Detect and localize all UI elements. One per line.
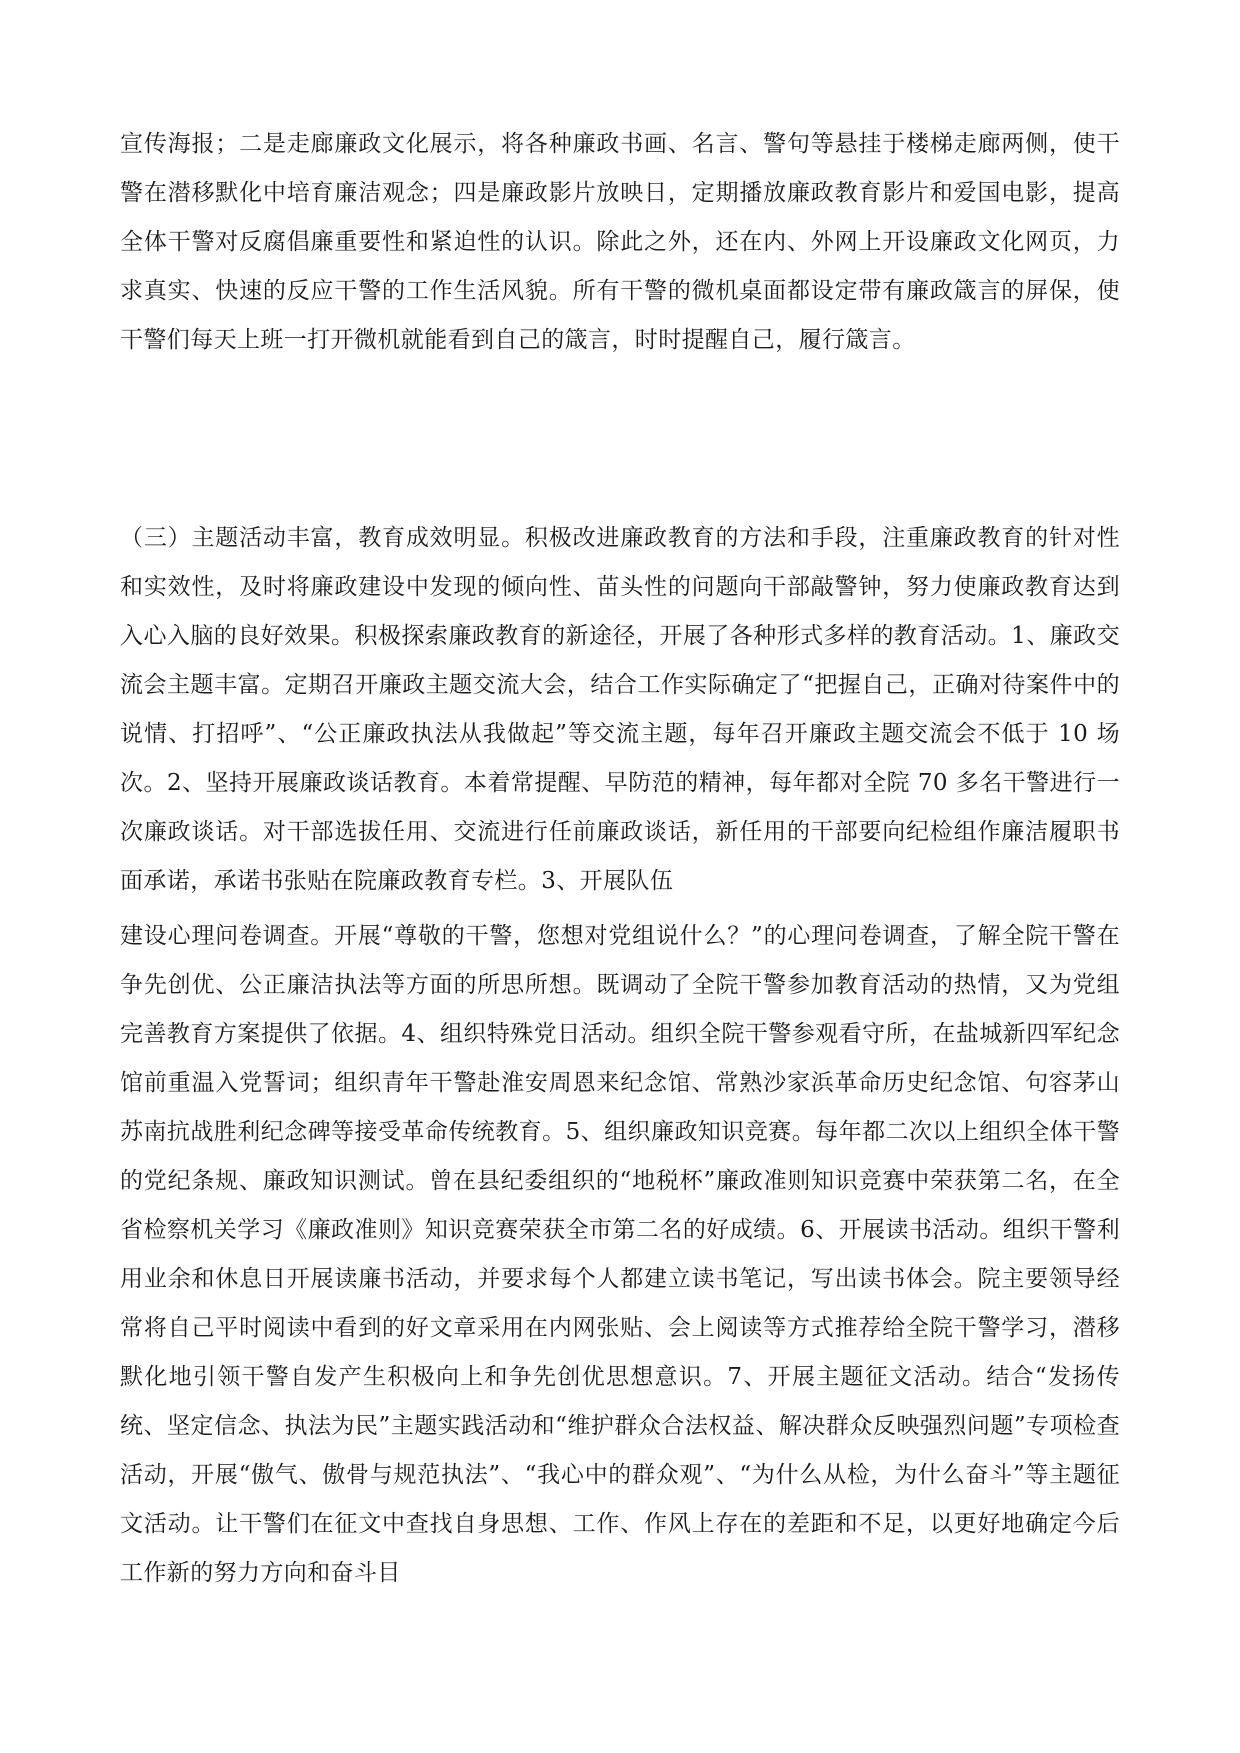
- paragraph-text: 建设心理问卷调查。开展“尊敬的干警，您想对党组说什么？”的心理问卷调查，了解全院干警在争先创优、公正廉洁执法等方面的所思所想。既调动了全院干警参加教育活动的热情，又为党组完善教育方案提供了依据。4、组织特殊党日活动。组织全院干警参观看守所，在盐城新四军纪念馆前重温入党誓词；组织青年干警赴淮安周恩来纪念馆、常熟沙家浜革命历史纪念馆、句容茅山苏南抗战胜利纪念碑等接受革命传统教育。5、组织廉政知识竞赛。每年都二次以上组织全体干警的党纪条规、廉政知识测试。曾在县纪委组织的“地税杯”廉政准则知识竞赛中荣获第二名，在全省检察机关学习《廉政准则》知识竞赛荣获全市第二名的好成绩。6、开展读书活动。组织干警利用业余和休息日开展读廉书活动，并要求每个人都建立读书笔记，写出读书体会。院主要领导经常将自己平时阅读中看到的好文章采用在内网张贴、会上阅读等方式推荐给全院干警学习，潜移默化地引领干警自发产生积极向上和争先创优思想意识。7、开展主题征文活动。结合“发扬传统、坚定信念、执法为民”主题实践活动和“维护群众合法权益、解决群众反映强烈问题”专项检查活动，开展“傲气、傲骨与规范执法”、“我心中的群众观”、“为什么从检，为什么奋斗”等主题征文活动。让干警们在征文中查找自身思想、工作、作风上存在的差距和不足，以更好地确定今后工作新的努力方向和奋斗目: [120, 923, 1120, 1586]
- paragraph-text: 宣传海报；二是走廊廉政文化展示，将各种廉政书画、名言、警句等悬挂于楼梯走廊两侧，使干警在潜移默化中培育廉洁观念；四是廉政影片放映日，定期播放廉政教育影片和爱国电影，提高全体干警对反腐倡廉重要性和紧迫性的认识。除此之外，还在内、外网上开设廉政文化网页，力求真实、快速的反应干警的工作生活风貌。所有干警的微机桌面都设定带有廉政箴言的屏保，使干警们每天上班一打开微机就能看到自己的箴言，时时提醒自己，履行箴言。: [120, 131, 1120, 353]
- paragraph-text: （三）主题活动丰富，教育成效明显。积极改进廉政教育的方法和手段，注重廉政教育的针对性和实效性，及时将廉政建设中发现的倾向性、苗头性的问题向干部敲警钟，努力使廉政教育达到入心入脑的良好效果。积极探索廉政教育的新途径，开展了各种形式多样的教育活动。1、廉政交流会主题丰富。定期召开廉政主题交流大会，结合工作实际确定了“把握自己，正确对待案件中的说情、打招呼”、“公正廉政执法从我做起”等交流主题，每年召开廉政主题交流会不低于 10 场次。2、坚持开展廉政谈话教育。本着常提醒、早防范的精神，每年都对全院 70 多名干警进行一次廉政谈话。对干部选拔任用、交流进行任前廉政谈话，新任用的干部要向纪检组作廉洁履职书面承诺，承诺书张贴在院廉政教育专栏。3、开展队伍: [120, 525, 1120, 894]
- paragraph-theme-activities: [120, 514, 1120, 906]
- paragraph-publicity: [120, 120, 1120, 365]
- paragraph-activities-continued: [120, 912, 1120, 1598]
